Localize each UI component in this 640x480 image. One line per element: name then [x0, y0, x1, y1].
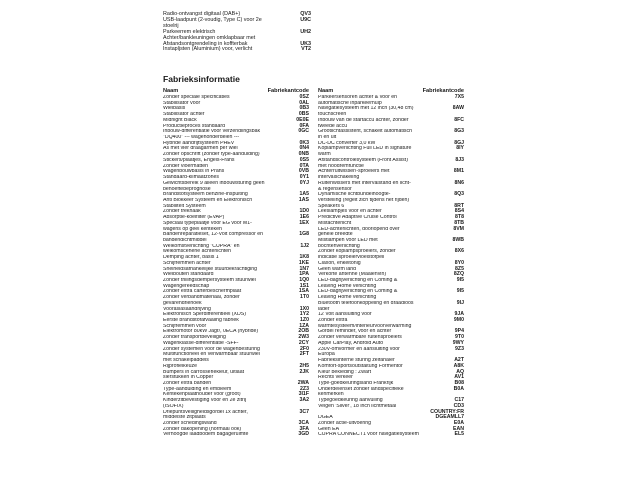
- option-name: Stabilisator vóór: [163, 100, 201, 106]
- option-code: 1PA: [299, 271, 309, 278]
- option-code: 3I1F: [298, 391, 309, 398]
- option-code: 9WY: [452, 339, 464, 346]
- option-name: automatische inparkeerhulp: [318, 100, 382, 106]
- option-name: Type-aanduiding en embleem: [163, 386, 232, 392]
- option-name: Zonder dakopening (normaal ook): [163, 426, 242, 432]
- option-code: 1K8: [299, 254, 309, 261]
- option-code: 0B3: [299, 105, 309, 112]
- option-code: 3GD: [298, 431, 309, 438]
- option-code: 0Y1: [299, 174, 309, 181]
- option-code: 8GJ: [454, 139, 464, 146]
- option-code: 2H5: [299, 362, 309, 369]
- option-name: Zonder koplampsproeiers, zonder: [318, 249, 396, 255]
- option-name: Leaving Home verlichting: [318, 283, 377, 289]
- option-code: 1Q0: [299, 277, 309, 283]
- option-name: intervalschakeling: [318, 175, 360, 181]
- option-code: 8FC: [454, 116, 464, 123]
- option-name: Hybride aandrijfsysteem PHEV: [163, 140, 235, 146]
- option-name: Kleur bekleding : Zwart: [318, 369, 372, 375]
- option-name: welkomscenerie achterlichten: [163, 249, 232, 255]
- option-name: Fabrieksinterne sturing zelfahaler: [318, 358, 395, 364]
- option-code: 1AS: [298, 196, 309, 203]
- option-name: Afstandscontrolesysteem (Front Assist): [318, 157, 408, 163]
- option-name: As met vier draagarmen per wiel: [163, 146, 238, 152]
- option-code: AV1: [454, 374, 464, 381]
- option-name: Anti Blokkeer Systeem en Elektronisch: [163, 197, 253, 203]
- option-name: bochtenverlichting: [318, 243, 360, 249]
- option-code: 9I5: [456, 288, 464, 295]
- option-code: 2FT: [299, 351, 309, 358]
- option-name: Ruitenwissers met intervalstand en licht-: [318, 180, 411, 186]
- option-name: Claxon, enkeltonig: [318, 260, 361, 266]
- option-name: Schijfremmen vóór: [163, 323, 207, 329]
- option-code: 2F0: [300, 345, 309, 352]
- option-name: Predictive Adaptive Cruise Control: [318, 215, 397, 221]
- option-code: 8WB: [452, 236, 464, 243]
- option-name: Schijfremmen achter: [163, 260, 211, 266]
- option-name: Bumpers in carrosseriekleur, uitlaat: [163, 369, 245, 375]
- option-name: Afstandsontgrendeling in koffterbak: [163, 40, 248, 47]
- section-heading: Fabrieksinformatie: [163, 74, 240, 84]
- option-name: Europa: [318, 352, 335, 358]
- option-name: Inbouw-differentiatie voor verzendlingsbak: [163, 129, 261, 135]
- option-name: Elektromotor 80kW Jagr/, 0ECA (hybride): [163, 329, 259, 335]
- option-name: Zonder trillingsdempersysteem stuurwiel: [163, 278, 256, 283]
- option-name: LED-dagrijverlichting en Coming &: [318, 289, 398, 295]
- option-name: Achterruitwisser/-sproeiers met: [318, 169, 390, 175]
- column-header-left: [163, 88, 309, 94]
- option-code: UH2: [300, 28, 311, 35]
- option-name: Speakers 6: [318, 203, 345, 209]
- option-name: verstelling (regelt zich tijdens het rijden): [318, 197, 410, 203]
- column-header-name: Naam: [318, 88, 334, 94]
- option-name: LED-achterlichten, doorlopend over: [318, 226, 400, 232]
- spec-table-right: [318, 95, 464, 438]
- option-code: 0NB: [298, 151, 309, 158]
- option-code: 1ZA: [299, 322, 309, 329]
- option-code: 9IJ: [456, 299, 464, 306]
- option-code: 0K3: [299, 139, 309, 146]
- option-name: Snelheidsafhankelijke stuurbekrachtiging: [163, 266, 258, 272]
- option-code: 1T0: [300, 294, 309, 301]
- option-code: 8M1: [453, 168, 464, 175]
- option-code: 8VM: [453, 225, 464, 232]
- option-name: Brandstofsysteem benzine-inspuiting: [163, 192, 248, 198]
- option-code: 1SA: [298, 288, 309, 295]
- option-name: Wagenbouwbasis in Prans: [163, 169, 225, 175]
- option-code: 9T0: [455, 334, 464, 341]
- option-name: wagens op geel kenteken: [163, 226, 222, 232]
- option-name: USB-laadpunt (2-voudig, Type C) voor 2e: [163, 16, 262, 23]
- option-name: Stabiliteit Systeem: [163, 203, 206, 209]
- option-name: Rechts verkeer: [318, 375, 353, 381]
- option-name: Kinderzitbevestiging vóór en 2e zitrij: [163, 398, 247, 404]
- option-code: 8T8: [455, 214, 464, 221]
- option-name: Onderdelenset zonder landspecifieke: [318, 386, 404, 392]
- option-code: A2T: [454, 357, 464, 364]
- option-name: & regensensor: [318, 186, 352, 192]
- option-code: B0A: [453, 385, 464, 392]
- option-name: 230V-omvormer en aansluiting voor: [318, 346, 400, 352]
- option-name: Elektronisch Sperdifferentieel (XDS): [163, 312, 246, 318]
- option-code: 8Z5: [455, 265, 464, 272]
- option-name: Zonder speciale specificaties: [163, 95, 230, 100]
- option-name: Wielbasis: [163, 106, 186, 112]
- option-code: EL5: [454, 431, 464, 438]
- option-name: Mistlampen vóór LED met: [318, 237, 378, 243]
- option-name: gehele breedte: [318, 232, 353, 238]
- option-name: Zonder verwarmbare ruitensproeiers: [318, 335, 402, 341]
- option-code: 9JA: [454, 311, 464, 318]
- option-code: 8Y0: [454, 259, 464, 266]
- option-name: Parkeerrem elektrisch: [163, 28, 216, 35]
- option-name: Achter/bankleuningen omklapbaar met: [163, 34, 256, 41]
- option-code: 0AL: [299, 99, 309, 106]
- option-name: warm: [318, 152, 331, 158]
- option-code: 1A5: [299, 191, 309, 198]
- option-code: 1EX: [299, 219, 309, 226]
- option-code: 1Y2: [299, 311, 309, 318]
- option-name: Speciaal typeplaatje voor EG voor M1-: [163, 220, 252, 226]
- option-name: Stabilisator achter: [163, 112, 205, 118]
- option-code: 9M0: [453, 317, 464, 324]
- option-code: 1D0: [299, 208, 309, 215]
- option-name: Zonder verbandmateriaal, zonder: [163, 295, 240, 301]
- option-name: LED-dagrijverlichting en Coming &: [318, 278, 398, 283]
- option-name: Welkomstverlichting "CUPRA" en: [163, 243, 240, 249]
- option-code: 0TA: [299, 162, 309, 169]
- option-name: Koplampverlichting Full LED in signature: [318, 146, 412, 152]
- option-name: gevarendriehoek: [163, 300, 202, 306]
- option-name: Leeslampjes voor en achter: [318, 209, 382, 215]
- option-name: Standaard-klimaatzones: [163, 175, 219, 181]
- option-name: Wielbouten standaard: [163, 272, 214, 278]
- option-name: bandendichtmiddel: [163, 237, 207, 243]
- option-code: 8N6: [454, 179, 464, 186]
- option-name: Bandenreparatieset, 12-Volt compressor en: [163, 232, 264, 238]
- option-name: Wagenklasse-differentiatie -SFF-: [163, 340, 239, 346]
- option-name: Absorptie-koelfilter (EVAP): [163, 215, 225, 221]
- option-name: met noodremfunctie: [318, 163, 364, 169]
- option-name: Zonder vloermatten: [163, 163, 208, 169]
- option-code: 9I5: [456, 277, 464, 283]
- option-code: 0BS: [298, 111, 309, 118]
- option-code: U9C: [300, 16, 311, 23]
- option-code: 3A2: [299, 397, 309, 404]
- option-code: 8X6: [454, 248, 464, 255]
- option-name: Gordel reminder, vóór en achter: [318, 329, 392, 335]
- option-name: Vooraslasaandrijving: [163, 306, 211, 312]
- option-code: 2JK: [299, 368, 309, 375]
- option-name: Driepuntsveiligheidsgordel 1x achter,: [163, 409, 248, 415]
- option-name: Zonder extra: [318, 318, 348, 324]
- option-code: EAN: [453, 425, 464, 432]
- option-name: Radio-ontvangst digitaal (DAB+): [163, 11, 241, 17]
- table-row: [318, 432, 464, 438]
- option-code: 2W3: [298, 334, 309, 341]
- option-name: Stickers/plaatjes, Engels-Frans: [163, 157, 235, 163]
- option-name: in en uit: [318, 135, 337, 141]
- option-code: 3FA: [299, 425, 309, 432]
- option-name: Zonder systemen voor de wagenbesturing: [163, 346, 260, 352]
- option-name: met schakelpaddels: [163, 358, 209, 364]
- option-code: C17: [454, 397, 464, 404]
- option-code: 8TB: [454, 219, 464, 226]
- option-name: Leaving Home verlichting: [318, 295, 377, 301]
- option-name: Dynamische lichtbundelhoogte-: [318, 192, 391, 198]
- option-name: DC-DC converter 3,0 kW: [318, 140, 376, 146]
- option-name: Typegoedkeuring aanvulling: [318, 398, 383, 404]
- option-code: 8ZQ: [453, 271, 464, 278]
- option-name: Rijprofielkeuze: [163, 363, 198, 369]
- option-name: Instapljsten (Aluminium) voor, verlicht: [163, 46, 253, 53]
- option-code: 0N4: [299, 145, 309, 152]
- option-name: Zonder schedingswand: [163, 420, 217, 426]
- option-code: QV3: [300, 11, 311, 17]
- option-name: sierstukken in Copper: [163, 375, 214, 381]
- option-name: behoeftebeprognose: [163, 186, 211, 192]
- option-code: A8K: [453, 362, 464, 369]
- option-name: stoelrij: [163, 22, 179, 29]
- option-code: 3CA: [298, 419, 309, 426]
- option-name: Productieproces standaard: [163, 123, 225, 129]
- option-name: Parkeersensoren achter & voor en: [318, 95, 398, 100]
- option-name: Mistachterlicht: [318, 220, 352, 226]
- column-header-right: [318, 88, 464, 94]
- option-name: Wagengereedschap: [163, 283, 210, 289]
- option-name: Verkorte antenne (Maaienvin): [318, 272, 387, 278]
- option-name: Geen EA: [318, 426, 340, 432]
- option-code: 0VB: [298, 168, 309, 175]
- option-code: 1E6: [299, 214, 309, 221]
- option-name: lader: [318, 306, 330, 312]
- option-code: 1KE: [298, 259, 309, 266]
- option-code: 1S1: [299, 282, 309, 289]
- option-name: Zonder transportbeveiliging: [163, 335, 226, 341]
- option-name: tweede accu: [318, 123, 348, 129]
- option-name: Grootlichtassistent, schakelt automatisch: [318, 129, 412, 135]
- column-header-code: Fabriekantcode: [267, 88, 309, 94]
- option-code: 7X5: [454, 94, 464, 100]
- option-name: "DQ400" --- wagenonderdelen ---: [163, 135, 240, 141]
- table-row: [163, 432, 309, 438]
- spec-table-left: [163, 95, 309, 438]
- option-code: 0GC: [298, 128, 309, 135]
- option-code: UK3: [300, 40, 311, 47]
- option-name: Bluetooth telefoonkoppeling en draadloos: [318, 300, 414, 306]
- option-name: Gewichtsbereik 9 alleen inbouwsturing geen: [163, 180, 265, 186]
- column-header-code: Fabriekantcode: [422, 88, 464, 94]
- option-name: DGEA: [318, 415, 333, 421]
- option-code: B08: [454, 379, 464, 386]
- option-name: Inbouw van de startaccu achter, zonder: [318, 117, 409, 123]
- option-code: 9P4: [454, 328, 464, 335]
- option-code: E0A: [453, 419, 464, 426]
- option-name: 12 Volt aansluiting vóór: [318, 312, 372, 318]
- option-code: 8AW: [452, 105, 464, 112]
- option-code: 0SZ: [299, 94, 309, 100]
- column-header-name: Naam: [163, 88, 179, 94]
- option-name: middelste zitplaats: [163, 415, 206, 421]
- option-name: indicatie sproeiervloeistofpeil: [318, 255, 385, 261]
- option-code: 8J3: [455, 156, 464, 163]
- option-name: CUPRA CONNECT1 voor navigatiesysteem: [318, 432, 419, 438]
- option-name: Zonder trekhaak: [163, 209, 201, 215]
- option-code: 1X0: [299, 305, 309, 312]
- option-code: 8RT: [454, 202, 464, 209]
- option-code: 8IY: [456, 145, 464, 152]
- option-code: 8G3: [454, 128, 464, 135]
- option-name: (ISOFIX): [163, 403, 184, 409]
- option-name: kenmerken: [318, 392, 344, 398]
- option-code: 2WA: [297, 379, 309, 386]
- option-name: Multifunctioneel en verwarmbaar stuurwiel: [163, 352, 260, 358]
- option-code: COUNTRY:FR: [430, 408, 464, 415]
- table-row: [163, 47, 311, 53]
- option-code: 0YJ: [299, 179, 309, 186]
- option-code: AQ: [456, 368, 464, 375]
- option-name: Verhoogde laadbodem bagageruimte: [163, 432, 249, 438]
- top-spec-list: [163, 12, 311, 53]
- option-name: Navigatiesysteem met 12 inch (30,48 cm): [318, 106, 414, 112]
- option-code: 8Q3: [454, 191, 464, 198]
- option-name: Zonder extra carterbeschermplaat: [163, 289, 242, 295]
- option-code: VT2: [301, 46, 311, 53]
- option-name: Zonder opschrift (zonder type-aanduiding): [163, 152, 260, 158]
- option-name: Velgen 'Silver', 18 inch lichtmetaal: [318, 403, 397, 409]
- option-name: Geen warm land: [318, 266, 357, 272]
- option-code: 2CY: [298, 339, 309, 346]
- option-code: 9Z3: [455, 345, 464, 352]
- option-name: Eerste brandstofafvaaling fabriek: [163, 318, 239, 324]
- option-name: Komfort-sportsoutstaltung Formentor: [318, 363, 403, 369]
- option-name: Midnight Black: [163, 117, 197, 123]
- option-name: Demping achter, basis 1: [163, 255, 219, 261]
- option-name: Zonder actie-uitvoering: [318, 420, 372, 426]
- option-code: DGEAMLL7: [435, 414, 464, 421]
- option-code: 8S4: [454, 208, 464, 215]
- option-code: 0E0E: [296, 116, 309, 123]
- option-code: 1N7: [299, 265, 309, 272]
- option-code: 2Z3: [300, 385, 309, 392]
- option-name: touchscreen: [318, 112, 347, 118]
- option-code: 0FA: [299, 122, 309, 129]
- option-code: CD3: [453, 402, 464, 409]
- option-code: 2OB: [298, 328, 309, 335]
- option-name: Zonder extra banden: [163, 380, 212, 386]
- option-name: Type-goedkeuringsland Frankrijk: [318, 380, 394, 386]
- option-code: 3C7: [299, 408, 309, 415]
- option-code: 1Z0: [300, 317, 309, 324]
- option-code: 1G8: [299, 231, 309, 238]
- option-name: warmtesysteem/interieurvoorverwarming: [318, 323, 412, 329]
- option-name: Apple CarPlay, Android Auto: [318, 340, 384, 346]
- option-code: 1J2: [300, 242, 309, 249]
- option-name: Kentekenplaathouder vóór (groot): [163, 392, 241, 398]
- option-code: 0S5: [299, 156, 309, 163]
